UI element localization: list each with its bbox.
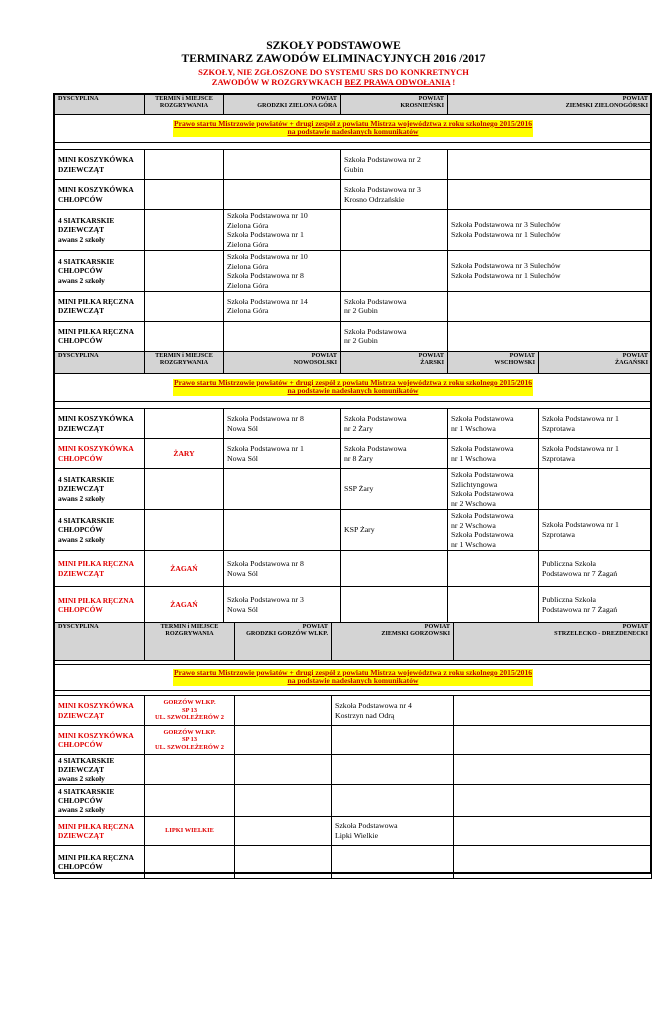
school-cell: [454, 817, 652, 846]
table-row: [55, 250, 652, 291]
school-cell: Szkoła Podstawowa nr 1 Szprotawa: [539, 510, 652, 551]
school-cell: [341, 551, 448, 587]
venue-cell: [145, 510, 224, 551]
school-cell: [235, 785, 332, 817]
venue-cell: [145, 846, 235, 879]
school-cell: [235, 696, 332, 726]
school-cell: Szkoła Podstawowa nr 3 Nowa Sól: [224, 587, 341, 624]
venue-cell: [145, 180, 224, 210]
header-district: POWIAT WSCHOWSKI: [448, 352, 539, 374]
school-cell: KSP Żary: [341, 510, 448, 551]
school-cell: Szkoła Podstawowa nr 2 Wschowa Szkoła Podstawowa nr 1 Wschowa: [448, 510, 539, 551]
school-cell: [224, 469, 341, 510]
school-cell: Szkoła Podstawowa nr 3 Sulechów Szkoła Podstawowa nr 1 Sulechów: [448, 210, 652, 251]
discipline-cell: MINI KOSZYKÓWKA CHŁOPCÓW: [55, 439, 145, 469]
table-row: [55, 409, 652, 439]
discipline-cell: MINI PIŁKA RĘCZNA CHŁOPCÓW: [55, 321, 145, 351]
table-row: [55, 755, 652, 785]
venue-cell: [145, 321, 224, 351]
table-header-row: [55, 95, 652, 115]
school-cell: [448, 587, 539, 624]
schedule-table-1: [54, 94, 652, 352]
qualification-banner: Prawo startu Mistrzowie powiatów + drugi zespół z powiatu Mistrza województwa z roku szkolnego 2015/2016 na podstawie nadesłanych komunikatów: [173, 667, 533, 686]
school-cell: Szkoła Podstawowa nr 2 Gubin: [341, 321, 448, 351]
school-cell: Szkoła Podstawowa Szlichtyngowa Szkoła Podstawowa nr 2 Wschowa: [448, 469, 539, 510]
school-cell: [454, 696, 652, 726]
schedule-table-2: [54, 351, 652, 624]
table-row: [55, 439, 652, 469]
school-cell: Szkoła Podstawowa nr 2 Gubin: [341, 150, 448, 180]
qualification-banner: Prawo startu Mistrzowie powiatów + drugi zespół z powiatu Mistrza województwa z roku szkolnego 2015/2016 na podstawie nadesłanych komunikatów: [173, 118, 533, 137]
header-district: POWIAT STRZELECKO - DREZDENECKI: [454, 623, 652, 661]
school-cell: Szkoła Podstawowa nr 10 Zielona Góra Szkoła Podstawowa nr 8 Zielona Góra: [224, 250, 341, 291]
discipline-cell: MINI KOSZYKÓWKA DZIEWCZĄT: [55, 409, 145, 439]
venue-cell: [145, 755, 235, 785]
school-cell: [448, 551, 539, 587]
table-row: [55, 469, 652, 510]
school-cell: Szkoła Podstawowa Lipki Wielkie: [332, 817, 454, 846]
header-district: POWIAT NOWOSOLSKI: [224, 352, 341, 374]
table-row: [55, 150, 652, 180]
discipline-cell: 4 SIATKARSKIE DZIEWCZĄT awans 2 szkoły: [55, 755, 145, 785]
venue-cell: [145, 250, 224, 291]
venue-cell: [145, 150, 224, 180]
school-cell: [341, 587, 448, 624]
table-row: [55, 846, 652, 879]
discipline-cell: MINI PIŁKA RĘCZNA CHŁOPCÓW: [55, 587, 145, 624]
school-cell: Szkoła Podstawowa nr 4 Kostrzyn nad Odrą: [332, 696, 454, 726]
school-cell: [332, 785, 454, 817]
school-cell: [341, 250, 448, 291]
discipline-cell: MINI PIŁKA RĘCZNA DZIEWCZĄT: [55, 817, 145, 846]
header-venue: TERMIN i MIEJSCE ROZGRYWANIA: [145, 352, 224, 374]
notice-line-1: SZKOŁY, NIE ZGŁOSZONE DO SYSTEMU SRS DO KONKRETNYCH: [198, 67, 469, 77]
school-cell: [454, 846, 652, 879]
school-cell: [235, 846, 332, 879]
school-cell: Szkoła Podstawowa nr 2 Żary: [341, 409, 448, 439]
school-cell: Publiczna Szkoła Podstawowa nr 7 Żagań: [539, 551, 652, 587]
school-cell: [539, 469, 652, 510]
banner-row: [55, 665, 652, 691]
school-cell: [341, 210, 448, 251]
venue-cell: ŻARY: [145, 439, 224, 469]
discipline-cell: 4 SIATKARSKIE DZIEWCZĄT awans 2 szkoły: [55, 469, 145, 510]
table-row: [55, 587, 652, 624]
school-cell: [235, 817, 332, 846]
school-cell: SSP Żary: [341, 469, 448, 510]
table-row: [55, 180, 652, 210]
header-discipline: DYSCYPLINA: [55, 95, 145, 115]
table-row: [55, 321, 652, 351]
venue-cell: ŻAGAŃ: [145, 587, 224, 624]
qualification-banner: Prawo startu Mistrzowie powiatów + drugi zespół z powiatu Mistrza województwa z roku szkolnego 2015/2016 na podstawie nadesłanych komunikatów: [173, 377, 533, 396]
school-cell: Szkoła Podstawowa nr 3 Sulechów Szkoła Podstawowa nr 1 Sulechów: [448, 250, 652, 291]
venue-cell: [145, 409, 224, 439]
header-district: POWIAT ŻAGAŃSKI: [539, 352, 652, 374]
school-cell: Szkoła Podstawowa nr 3 Krosno Odrzańskie: [341, 180, 448, 210]
discipline-cell: MINI KOSZYKÓWKA CHŁOPCÓW: [55, 180, 145, 210]
header-district: POWIAT ZIEMSKI GORZOWSKI: [332, 623, 454, 661]
school-cell: Szkoła Podstawowa nr 8 Nowa Sól: [224, 551, 341, 587]
school-cell: [235, 755, 332, 785]
school-cell: Szkoła Podstawowa nr 2 Gubin: [341, 291, 448, 321]
discipline-cell: 4 SIATKARSKIE CHŁOPCÓW awans 2 szkoły: [55, 510, 145, 551]
school-cell: [332, 846, 454, 879]
discipline-cell: 4 SIATKARSKIE CHŁOPCÓW awans 2 szkoły: [55, 785, 145, 817]
table-row: [55, 696, 652, 726]
document-subtitle: TERMINARZ ZAWODÓW ELIMINACYJNYCH 2016 /2017: [181, 53, 486, 65]
venue-cell: GORZÓW WLKP. SP 13 UL. SZWOLEŻERÓW 2: [145, 726, 235, 755]
header-venue: TERMIN i MIEJSCE ROZGRYWANIA: [145, 623, 235, 661]
schedule-table-3: [54, 622, 652, 879]
table-row: [55, 551, 652, 587]
header-district: POWIAT ŻARSKI: [341, 352, 448, 374]
school-cell: [235, 726, 332, 755]
school-cell: [448, 291, 652, 321]
table-row: [55, 817, 652, 846]
school-cell: [454, 785, 652, 817]
school-cell: [224, 321, 341, 351]
school-cell: Szkoła Podstawowa nr 1 Wschowa: [448, 409, 539, 439]
school-cell: [224, 150, 341, 180]
table-row: [55, 726, 652, 755]
document-title: SZKOŁY PODSTAWOWE: [266, 40, 401, 52]
school-cell: Szkoła Podstawowa nr 8 Nowa Sól: [224, 409, 341, 439]
school-cell: Szkoła Podstawowa nr 14 Zielona Góra: [224, 291, 341, 321]
school-cell: Szkoła Podstawowa nr 1 Szprotawa: [539, 439, 652, 469]
header-district: POWIAT GRODZKI ZIELONA GÓRA: [224, 95, 341, 115]
school-cell: [224, 510, 341, 551]
venue-cell: ŻAGAŃ: [145, 551, 224, 587]
school-cell: [332, 755, 454, 785]
table-row: [55, 210, 652, 251]
notice-line-2: ZAWODÓW W ROZGRYWKACH BEZ PRAWA ODWOŁANIA !: [211, 77, 456, 87]
venue-cell: [145, 785, 235, 817]
discipline-cell: MINI KOSZYKÓWKA CHŁOPCÓW: [55, 726, 145, 755]
banner-row: [55, 115, 652, 143]
venue-cell: GORZÓW WLKP. SP 13 UL. SZWOLEŻERÓW 2: [145, 696, 235, 726]
school-cell: Szkoła Podstawowa nr 8 Żary: [341, 439, 448, 469]
school-cell: Szkoła Podstawowa nr 1 Szprotawa: [539, 409, 652, 439]
header-discipline: DYSCYPLINA: [55, 352, 145, 374]
table-row: [55, 291, 652, 321]
venue-cell: [145, 291, 224, 321]
discipline-cell: MINI KOSZYKÓWKA DZIEWCZĄT: [55, 150, 145, 180]
discipline-cell: 4 SIATKARSKIE CHŁOPCÓW awans 2 szkoły: [55, 250, 145, 291]
header-district: POWIAT ZIEMSKI ZIELONOGÓRSKI: [448, 95, 652, 115]
header-venue: TERMIN i MIEJSCE ROZGRYWANIA: [145, 95, 224, 115]
school-cell: [332, 726, 454, 755]
banner-row: [55, 374, 652, 402]
venue-cell: [145, 210, 224, 251]
discipline-cell: 4 SIATKARSKIE DZIEWCZĄT awans 2 szkoły: [55, 210, 145, 251]
table-header-row: [55, 623, 652, 661]
school-cell: [454, 726, 652, 755]
school-cell: Szkoła Podstawowa nr 10 Zielona Góra Szkoła Podstawowa nr 1 Zielona Góra: [224, 210, 341, 251]
school-cell: [454, 755, 652, 785]
table-header-row: [55, 352, 652, 374]
school-cell: Szkoła Podstawowa nr 1 Nowa Sól: [224, 439, 341, 469]
header-district: POWIAT GRODZKI GORZÓW WLKP.: [235, 623, 332, 661]
table-row: [55, 785, 652, 817]
school-cell: [224, 180, 341, 210]
school-cell: [448, 180, 652, 210]
venue-cell: [145, 469, 224, 510]
discipline-cell: MINI KOSZYKÓWKA DZIEWCZĄT: [55, 696, 145, 726]
school-cell: [448, 150, 652, 180]
header-discipline: DYSCYPLINA: [55, 623, 145, 661]
header-district: POWIAT KROSNIEŃSKI: [341, 95, 448, 115]
school-cell: Szkoła Podstawowa nr 1 Wschowa: [448, 439, 539, 469]
school-cell: [448, 321, 652, 351]
discipline-cell: MINI PIŁKA RĘCZNA DZIEWCZĄT: [55, 551, 145, 587]
venue-cell: LIPKI WIELKIE: [145, 817, 235, 846]
table-row: [55, 510, 652, 551]
school-cell: Publiczna Szkoła Podstawowa nr 7 Żagań: [539, 587, 652, 624]
discipline-cell: MINI PIŁKA RĘCZNA DZIEWCZĄT: [55, 291, 145, 321]
discipline-cell: MINI PIŁKA RĘCZNA CHŁOPCÓW: [55, 846, 145, 879]
